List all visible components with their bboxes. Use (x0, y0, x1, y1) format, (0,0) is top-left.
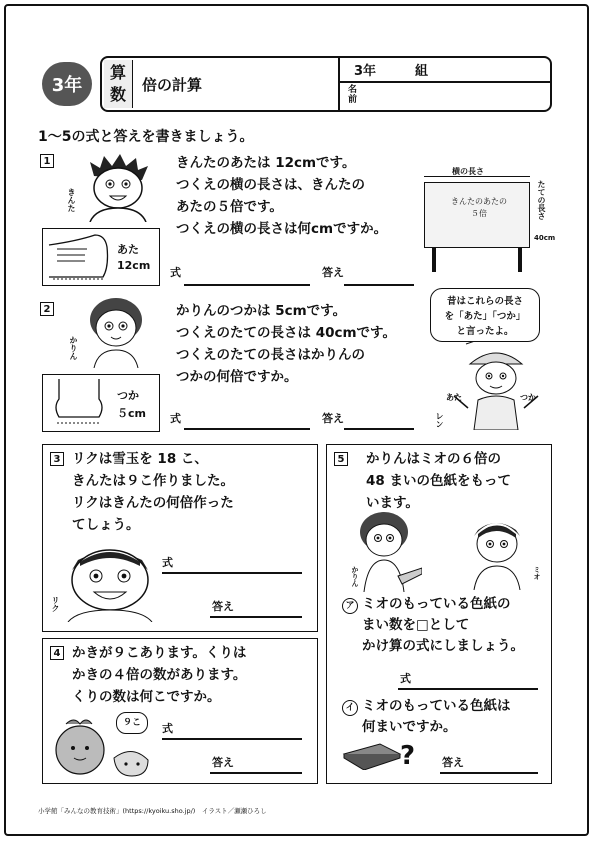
sub-a-mark: ア (342, 598, 358, 614)
teacher-label-ata: あた (446, 393, 462, 402)
colored-paper-stack-icon (342, 740, 402, 770)
teacher-illustration (448, 342, 544, 430)
teacher-name-label: レン (435, 412, 444, 428)
grade-badge: 3年 (42, 62, 92, 106)
kinta-illustration (76, 154, 158, 222)
header-row-divider (338, 81, 552, 83)
mio-illustration (466, 512, 528, 590)
sub-b-mark: イ (342, 700, 358, 716)
problem-2-number: 2 (40, 302, 54, 316)
desk-width-label: 横の長さ (452, 167, 484, 176)
problem-5-kotae-label: 答え (442, 756, 464, 769)
kinta-name-label: きんた (67, 188, 76, 212)
instructions: 1～5の式と答えを書きましょう。 (38, 129, 254, 145)
mio-name-label: ミオ (533, 566, 541, 580)
problem-1-shiki-line[interactable] (184, 284, 310, 286)
hand-span-illustration: あた 12cm (42, 228, 160, 286)
teacher-label-tsuka: つか (520, 393, 536, 402)
question-mark-icon: ? (400, 741, 416, 771)
problem-1-kotae-line[interactable] (344, 284, 414, 286)
fist-width-illustration: つか ５cm (42, 374, 160, 432)
subject-label: 算数 (104, 60, 133, 108)
problem-2-shiki-label: 式 (170, 412, 181, 425)
problem-3-shiki-label: 式 (162, 556, 173, 569)
problem-3-shiki-line[interactable] (162, 572, 302, 574)
problem-2-kotae-line[interactable] (344, 428, 414, 430)
problem-3-text: リクは雪玉を 18 こ、 きんたは９こ作りました。 リクはきんたの何倍作った てしょう。 (72, 451, 234, 533)
class-field[interactable]: 3年 組 (354, 64, 429, 79)
problem-5-text: かりんはミオの６倍の 48 まいの色紙をもって います。 (366, 451, 511, 511)
problem-4-shiki-line[interactable] (162, 738, 302, 740)
problem-4-kotae-label: 答え (212, 756, 234, 769)
worksheet-title: 倍の計算 (142, 76, 203, 94)
name-field[interactable]: 名前 (348, 85, 358, 105)
problem-1-number: 1 (40, 154, 54, 168)
problem-4-number: 4 (50, 646, 64, 660)
header-divider (338, 56, 340, 112)
chestnut-speech-bubble: ９こ (116, 712, 148, 734)
credit-line: 小学館「みんなの教育技術」(https://kyoiku.sho.jp/) イラスト／瀬瀬ひろし (38, 807, 267, 815)
problem-2-text: かりんのつかは 5cmです。 つくえのたての長さは 40cmです。 つくえのたての長さはかりんの つかの何倍ですか。 (176, 303, 396, 385)
speech-bubble: 昔はこれらの長さ を「あた」「つか」 と言ったよ。 (430, 288, 540, 342)
problem-1-shiki-label: 式 (170, 266, 181, 279)
problem-5-number: 5 (334, 452, 348, 466)
desk-height-label: たての長さ (537, 180, 546, 220)
desk-height-value: 40cm (534, 234, 556, 242)
karin-illustration (78, 294, 152, 368)
problem-5-shiki-label: 式 (400, 672, 411, 685)
karin-name-label: かりん (69, 336, 78, 360)
fist-icon (49, 377, 107, 431)
problem-4-kotae-line[interactable] (210, 772, 302, 774)
hand-span-icon (47, 231, 117, 285)
desk-illustration (422, 166, 532, 254)
problem-5-sub-b-text: ミオのもっている色紙は 何まいですか。 (362, 698, 511, 735)
desk-inner-label: きんたのあたの ５倍 (451, 197, 507, 218)
karin-5-name-label: かりん (351, 566, 359, 587)
problem-5-kotae-line[interactable] (440, 772, 538, 774)
problem-1-kotae-label: 答え (322, 266, 344, 279)
problem-5-shiki-line[interactable] (398, 688, 538, 690)
problem-3-number: 3 (50, 452, 64, 466)
problem-4-shiki-label: 式 (162, 722, 173, 735)
problem-3-kotae-line[interactable] (210, 616, 302, 618)
karin-with-paper-illustration (352, 510, 422, 592)
problem-5-sub-a-text: ミオのもっている色紙の まい数を□として かけ算の式にしましょう。 (362, 596, 524, 654)
riku-illustration (62, 536, 158, 622)
problem-3-kotae-label: 答え (212, 600, 234, 613)
riku-name-label: リク (51, 596, 60, 612)
problem-1-text: きんたのあたは 12cmです。 つくえの横の長さは、きんたの あたの５倍です。 つくえの横の長さは何cmですか。 (176, 155, 388, 237)
problem-4-text: かきが９こあります。くりは かきの４倍の数があります。 くりの数は何こですか。 (72, 645, 247, 705)
problem-2-shiki-line[interactable] (184, 428, 310, 430)
problem-2-kotae-label: 答え (322, 412, 344, 425)
